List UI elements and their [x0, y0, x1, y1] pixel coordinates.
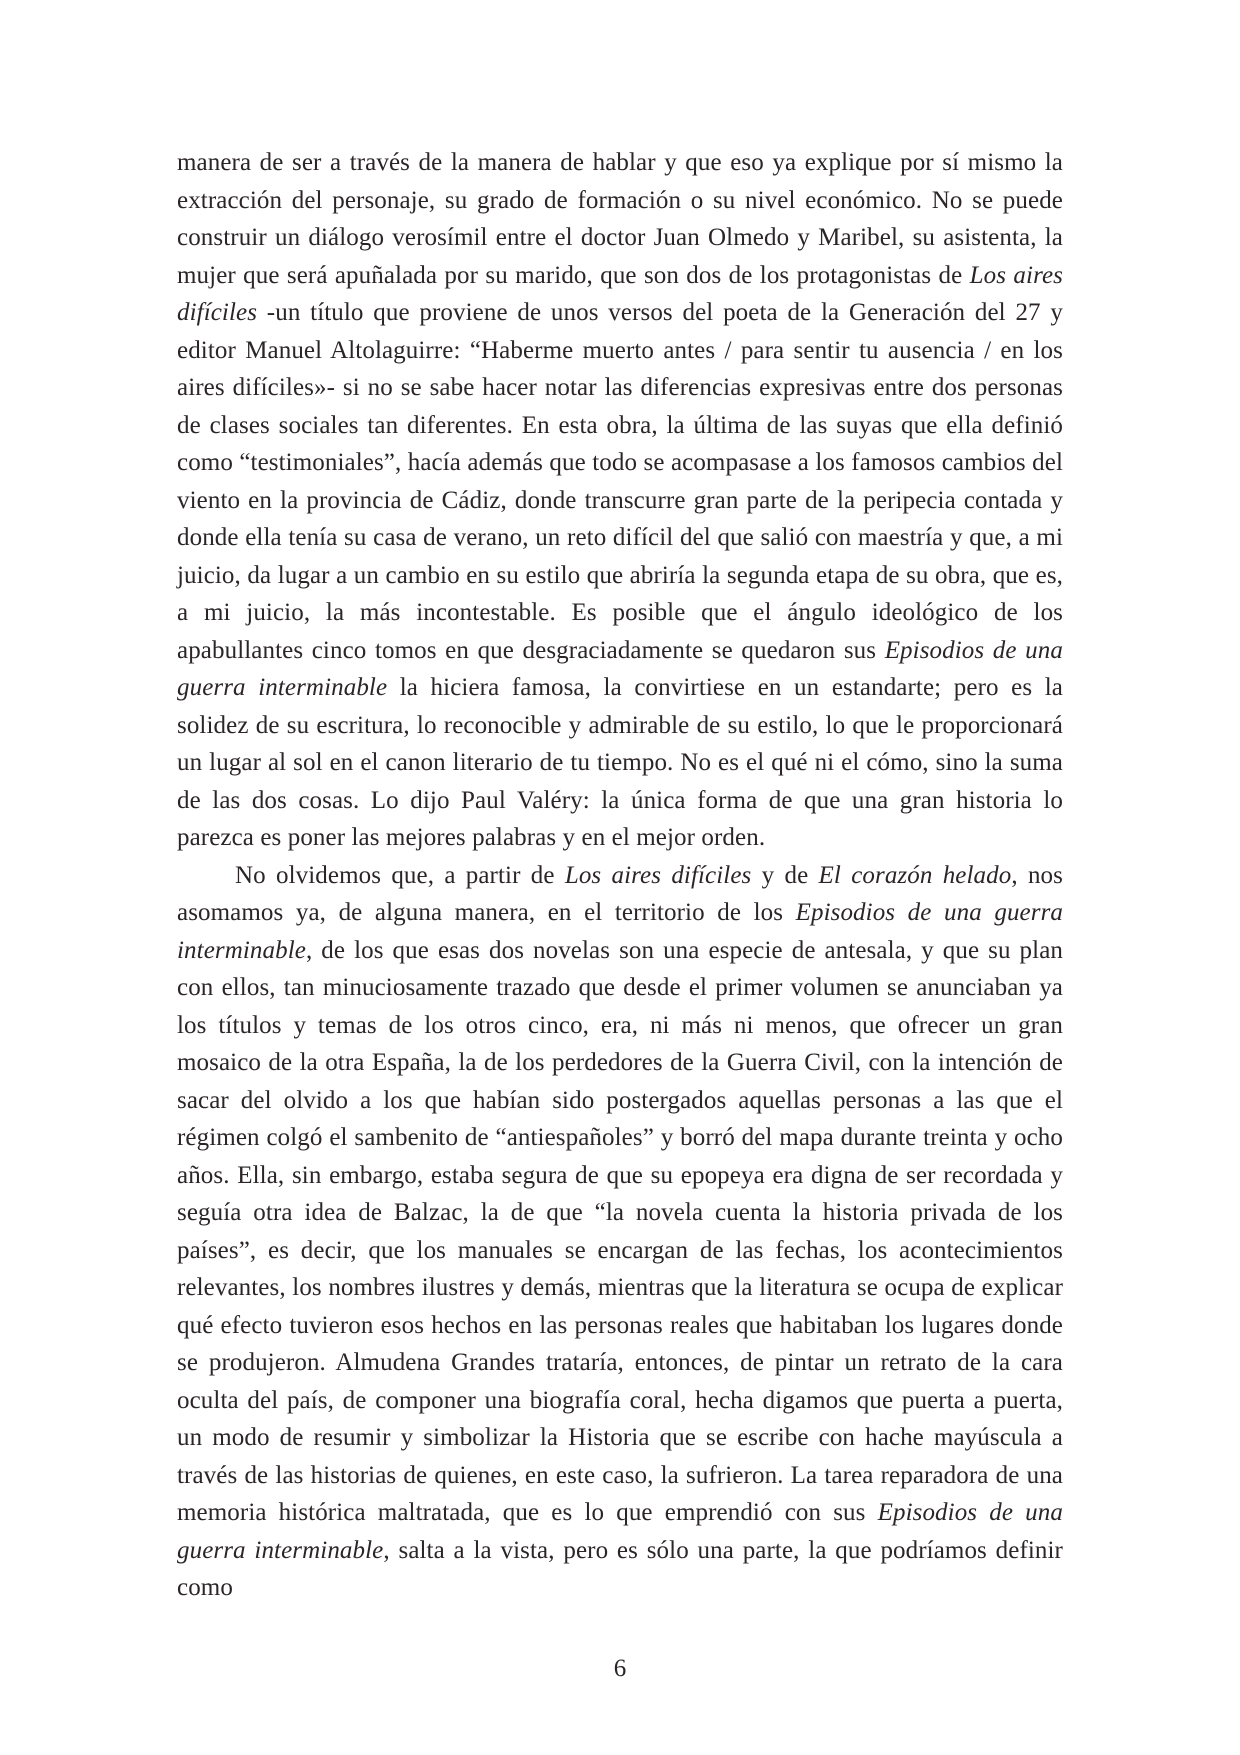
italic-text-run: Episodios de una guerra interminable: [177, 1499, 1063, 1564]
italic-text-run: Episodios de una guerra interminable: [177, 899, 1063, 964]
page-number: 6: [613, 1655, 627, 1682]
text-run: manera de ser a través de la manera de hablar y que eso ya explique por sí mismo la extracción del personaje, su grado de formación o su nivel económico. No se puede construir un diálogo verosímil entre el doctor Juan Olmedo y Maribel, su asistenta, la mujer que será apuñalada por su marido, que son dos de los protagonistas de: [177, 149, 1063, 289]
text-run: -un título que proviene de unos versos del poeta de la Generación del 27 y editor Manuel Altolaguirre: “Haberme muerto antes / para sentir tu ausencia / en los aires difíciles»- si no se sabe hacer notar las diferencias expresivas entre dos personas de clases sociales tan diferentes. En esta obra, la última de las suyas que ella definió como “testimoniales”, hacía además que todo se acompasase a los famosos cambios del viento en la provincia de Cádiz, donde transcurre gran parte de la peripecia contada y donde ella tenía su casa de verano, un reto difícil del que salió con maestría y que, a mi juicio, da lugar a un cambio en su estilo que abriría la segunda etapa de su obra, que es, a mi juicio, la más incontestable. Es posible que el ángulo ideológico de los apabullantes cinco tomos en que desgraciadamente se quedaron sus: [177, 299, 1063, 664]
text-body: [177, 144, 1063, 1607]
italic-text-run: Los aires difíciles: [564, 861, 752, 889]
paragraph: [177, 857, 1063, 1607]
text-run: , de los que esas dos novelas son una especie de antesala, y que su plan con ellos, tan minuciosamente trazado que desde el primer volumen se anunciaban ya los títulos y temas de los otros cinco, era, ni más ni menos, que ofrecer un gran mosaico de la otra España, la de los perdedores de la Guerra Civil, con la intención de sacar del olvido a los que habían sido postergados aquellas personas a las que el régimen colgó el sambenito de “antiespañoles” y borró del mapa durante treinta y ocho años. Ella, sin embargo, estaba segura de que su epopeya era digna de ser recordada y seguía otra idea de Balzac, la de que “la novela cuenta la historia privada de los países”, es decir, que los manuales se encargan de las fechas, los acontecimientos relevantes, los nombres ilustres y demás, mientras que la literatura se ocupa de explicar qué efecto tuvieron esos hechos en las personas reales que habitaban los lugares donde se produjeron. Almudena Grandes trataría, entonces, de pintar un retrato de la cara oculta del país, de componer una biografía coral, hecha digamos que puerta a puerta, un modo de resumir y simbolizar la Historia que se escribe con hache mayúscula a través de las historias de quienes, en este caso, la sufrieron. La tarea reparadora de una memoria histórica maltratada, que es lo que emprendió con sus: [177, 936, 1063, 1526]
text-run: , nos asomamos ya, de alguna manera, en el territorio de los: [177, 861, 1063, 926]
paragraph: [177, 144, 1063, 857]
text-run: , salta a la vista, pero es sólo una parte, la que podríamos definir como: [177, 1536, 1063, 1601]
italic-text-run: Los aires difíciles: [177, 261, 1064, 326]
text-run: y de: [751, 861, 819, 889]
text-run: No olvidemos que, a partir de: [235, 861, 565, 889]
italic-text-run: El corazón helado: [818, 861, 1012, 889]
text-run: la hiciera famosa, la convirtiese en un estandarte; pero es la solidez de su escritura, lo reconocible y admirable de su estilo, lo que le proporcionará un lugar al sol en el canon literario de tu tiempo. No es el qué ni el cómo, sino la suma de las dos cosas. Lo dijo Paul Valéry: la única forma de que una gran historia lo parezca es poner las mejores palabras y en el mejor orden.: [177, 674, 1063, 851]
italic-text-run: Episodios de una guerra interminable: [177, 636, 1063, 701]
